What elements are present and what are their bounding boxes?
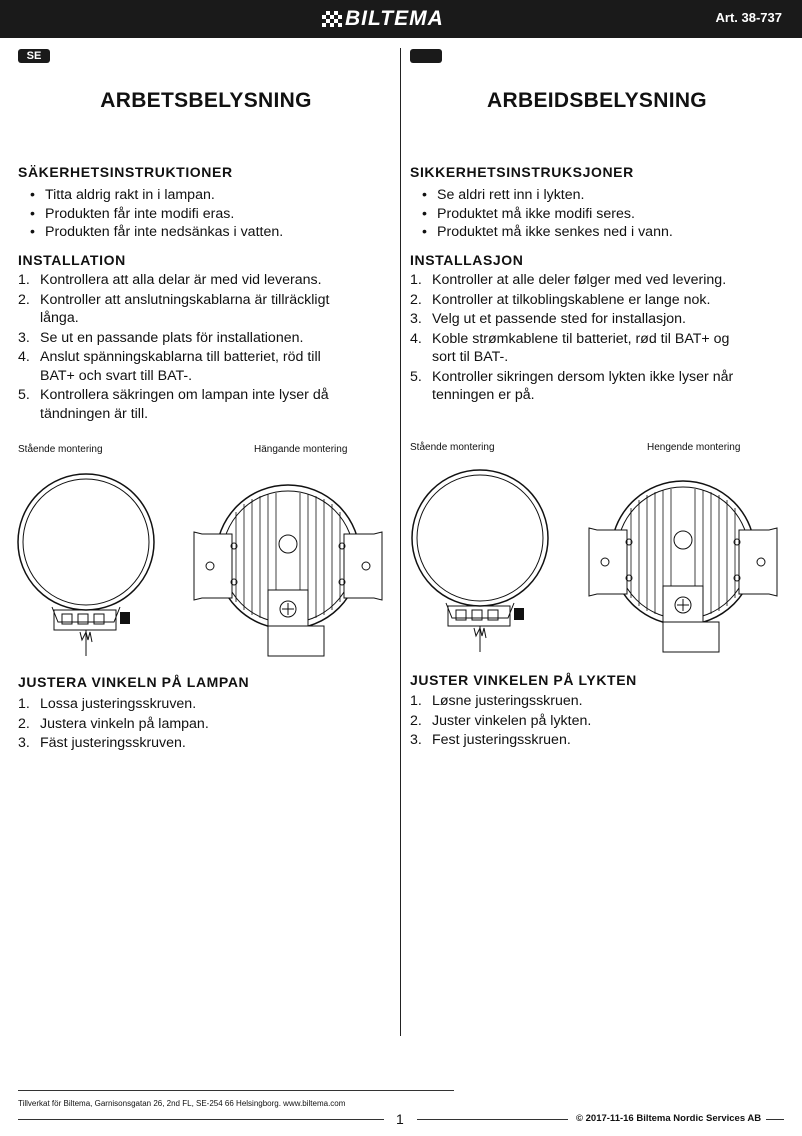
step-number: 3.	[410, 311, 422, 327]
step-item	[18, 715, 388, 734]
bullet-item: • Titta aldrig rakt in i lampan.	[18, 186, 388, 205]
footer-rule-middle	[417, 1119, 568, 1120]
step-text: Kontroller sikringen dersom lykten ikke lyser når	[432, 368, 734, 385]
step-number: 2.	[18, 291, 30, 308]
step-text: Fest justeringsskruen.	[432, 732, 571, 748]
step-text: tändningen är till.	[40, 405, 149, 422]
page-heading-no: ARBEIDSBELYSNING	[487, 89, 707, 112]
footer-divider	[18, 1090, 454, 1091]
language-badge-no	[410, 49, 442, 63]
step-item	[18, 348, 388, 385]
standing-mount-label-se: Stående montering	[18, 444, 103, 455]
step-text: Kontrollera säkringen om lampan inte lyser då	[40, 387, 329, 403]
footer-rule-left	[18, 1119, 384, 1120]
hanging-mount-label-no: Hengende montering	[647, 442, 741, 453]
safety-title-se: SÄKERHETSINSTRUKTIONER	[18, 164, 233, 180]
step-item	[18, 386, 388, 423]
installation-list-no	[410, 271, 790, 406]
step-number: 2.	[410, 291, 422, 308]
hanging-lamp-figure-se	[192, 472, 384, 662]
step-text: Kontroller at alle deler følger med ved levering.	[432, 272, 727, 288]
step-number: 2.	[18, 715, 30, 732]
copyright-notice: © 2017-11-16 Biltema Nordic Services AB	[576, 1113, 762, 1124]
hanging-mount-label-se: Hängande montering	[254, 444, 348, 455]
bullet-item: • Produktet må ikke modifi seres.	[410, 205, 790, 224]
step-number: 3.	[18, 329, 30, 346]
installation-title-no: INSTALLASJON	[410, 252, 524, 268]
language-badge-se: SE	[18, 49, 50, 63]
adjust-list-se	[18, 695, 388, 754]
step-number: 3.	[410, 732, 422, 748]
adjust-title-no: JUSTER VINKELEN PÅ LYKTEN	[410, 672, 637, 688]
bullet-item: • Produktet må ikke senkes ned i vann.	[410, 223, 790, 242]
step-item	[18, 695, 388, 714]
step-number: 5.	[18, 387, 30, 403]
step-item	[410, 731, 790, 750]
step-item	[410, 692, 790, 711]
step-text: Velg ut et passende sted for installasjon.	[432, 311, 686, 327]
step-item	[410, 271, 790, 290]
step-number: 4.	[410, 330, 422, 347]
safety-list-no	[410, 186, 790, 242]
footer-address: Tillverkat för Biltema, Garnisonsgatan 26, 2nd FL, SE-254 66 Helsingborg. www.biltema.com	[18, 1099, 346, 1108]
step-item	[410, 712, 790, 731]
bullet-item: • Se aldri rett inn i lykten.	[410, 186, 790, 205]
standing-mount-label-no: Stående montering	[410, 442, 495, 453]
step-number: 1.	[18, 272, 30, 288]
column-divider	[400, 48, 401, 1036]
step-text: långa.	[40, 310, 79, 326]
step-number: 1.	[18, 696, 30, 712]
step-number: 1.	[410, 272, 422, 288]
page-heading-se: ARBETSBELYSNING	[100, 89, 312, 112]
step-number: 5.	[410, 368, 422, 385]
biltema-logo	[322, 6, 444, 32]
footer-rule-right	[766, 1119, 784, 1120]
installation-title-se: INSTALLATION	[18, 252, 126, 268]
step-text: Løsne justeringsskruen.	[432, 693, 583, 709]
step-text: sort til BAT-.	[432, 349, 509, 365]
step-number: 1.	[410, 693, 422, 709]
bullet-item: • Produkten får inte modifi eras.	[18, 205, 388, 224]
step-text: Juster vinkelen på lykten.	[432, 712, 592, 729]
step-item	[18, 271, 388, 290]
step-number: 3.	[18, 735, 30, 751]
step-text: Lossa justeringsskruven.	[40, 696, 197, 712]
adjust-title-se: JUSTERA VINKELN PÅ LAMPAN	[18, 674, 250, 690]
step-text: Anslut spänningskablarna till batteriet, röd till	[40, 349, 321, 365]
step-item	[18, 329, 388, 348]
installation-list-se	[18, 271, 388, 424]
step-item	[18, 291, 388, 328]
page-number: 1	[396, 1111, 404, 1127]
checkered-flag-icon	[322, 11, 342, 27]
step-text: Fäst justeringsskruven.	[40, 735, 186, 751]
step-item	[410, 330, 790, 367]
step-item	[410, 291, 790, 310]
step-text: BAT+ och svart till BAT-.	[40, 367, 193, 384]
article-number: Art. 38-737	[715, 10, 782, 25]
safety-title-no: SIKKERHETSINSTRUKSJONER	[410, 164, 634, 180]
step-item	[410, 368, 790, 405]
step-item	[410, 310, 790, 329]
standing-lamp-figure-se	[16, 472, 156, 657]
bullet-item: • Produkten får inte nedsänkas i vatten.	[18, 223, 388, 242]
step-text: Koble strømkablene til batteriet, rød til BAT+ og	[432, 330, 730, 347]
step-text: Justera vinkeln på lampan.	[40, 715, 209, 732]
standing-lamp-figure-no	[410, 468, 550, 653]
step-text: Kontroller at tilkoblingskablene er lange nok.	[432, 291, 711, 308]
step-item	[18, 734, 388, 753]
adjust-list-no	[410, 692, 790, 751]
step-text: tenningen er på.	[432, 387, 535, 403]
hanging-lamp-figure-no	[587, 468, 779, 658]
step-text: Se ut en passande plats för installationen.	[40, 329, 304, 346]
safety-list-se	[18, 186, 388, 242]
step-text: Kontrollera att alla delar är med vid leverans.	[40, 272, 322, 288]
step-text: Kontroller att anslutningskablarna är tillräckligt	[40, 291, 330, 308]
header-bar	[0, 0, 802, 38]
step-number: 4.	[18, 349, 30, 365]
step-number: 2.	[410, 712, 422, 729]
brand-name: BILTEMA	[345, 7, 444, 30]
